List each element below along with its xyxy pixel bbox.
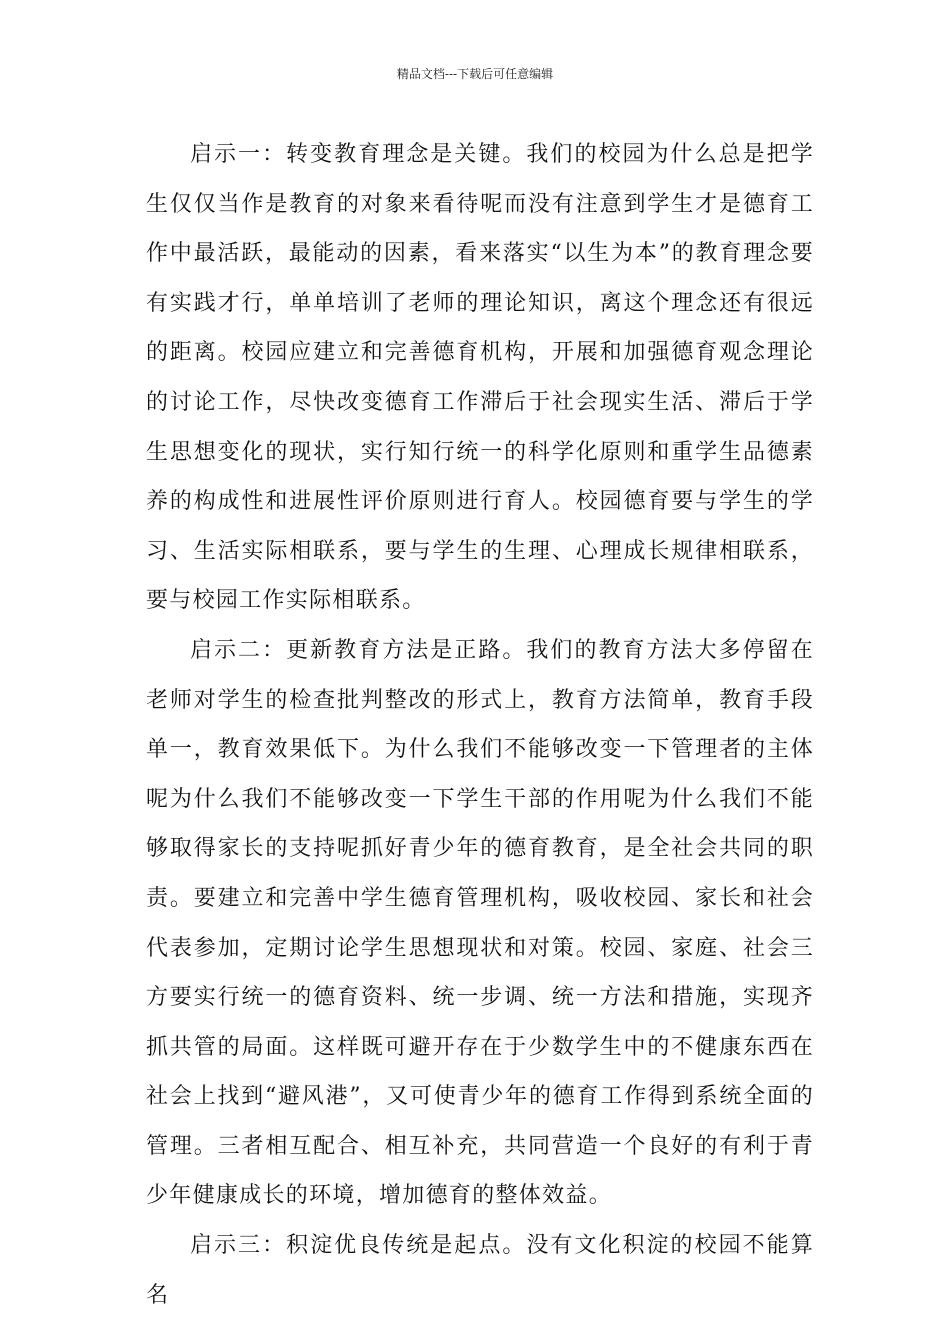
- document-body: [146, 130, 814, 1320]
- paragraph-2: 启示二：更新教育方法是正路。我们的教育方法大多停留在老师对学生的检查批判整改的形式上，教育方法简单，教育手段单一，教育效果低下。为什么我们不能够改变一下管理者的主体呢为什么我们不能够改变一下学生干部的作用呢为什么我们不能够取得家长的支持呢抓好青少年的德育教育，是全社会共同的职责。要建立和完善中学生德育管理机构，吸收校园、家长和社会代表参加，定期讨论学生思想现状和对策。校园、家庭、社会三方要实行统一的德育资料、统一步调、统一方法和措施，实现齐抓共管的局面。这样既可避开存在于少数学生中的不健康东西在社会上找到“避风港”，又可使青少年的德育工作得到系统全面的管理。三者相互配合、相互补充，共同营造一个良好的有利于青少年健康成长的环境，增加德育的整体效益。: [146, 637, 814, 1209]
- page-header: 精品文档---下载后可任意编辑: [396, 67, 554, 81]
- paragraph-1: 启示一：转变教育理念是关键。我们的校园为什么总是把学生仅仅当作是教育的对象来看待呢而没有注意到学生才是德育工作中最活跃，最能动的因素，看来落实“以生为本”的教育理念要有实践才行，单单培训了老师的理论知识，离这个理念还有很远的距离。校园应建立和完善德育机构，开展和加强德育观念理论的讨论工作，尽快改变德育工作滞后于社会现实生活、滞后于学生思想变化的现状，实行知行统一的科学化原则和重学生品德素养的构成性和进展性评价原则进行育人。校园德育要与学生的学习、生活实际相联系，要与学生的生理、心理成长规律相联系，要与校园工作实际相联系。: [146, 142, 814, 614]
- paragraph-3: 启示三：积淀优良传统是起点。没有文化积淀的校园不能算名: [146, 1233, 814, 1308]
